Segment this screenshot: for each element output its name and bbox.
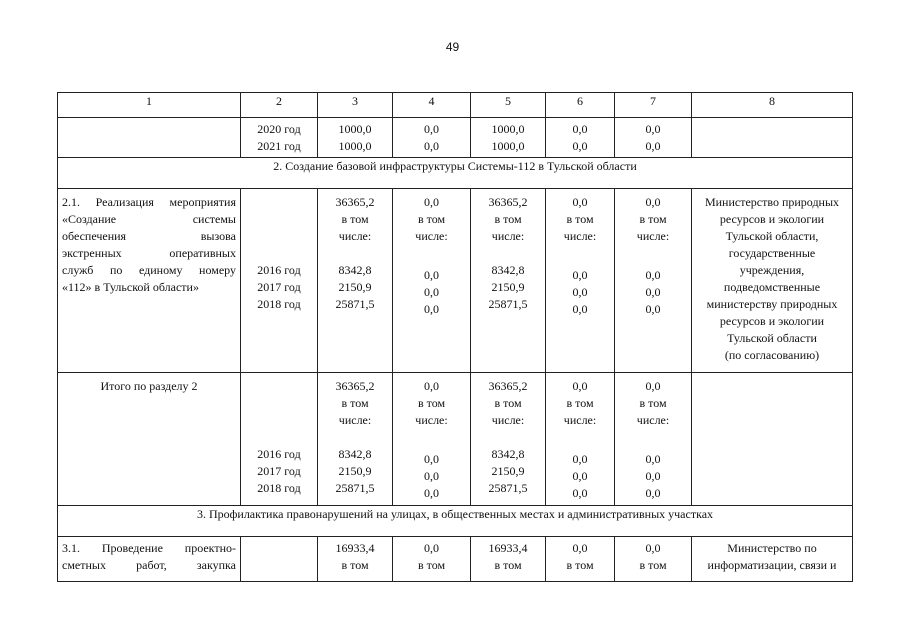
amount-value: 0,0 — [424, 302, 439, 316]
amount-value: в том — [341, 212, 369, 226]
table-row — [58, 373, 853, 506]
amount-value: 0,0 — [645, 122, 661, 136]
amount-value: 8342,8 — [491, 263, 525, 277]
year-value: 2016 год — [257, 263, 301, 277]
amount-value: в том — [566, 396, 594, 410]
amount-value: 0,0 — [645, 379, 661, 393]
header-cell: 1 — [58, 93, 241, 118]
amount-value: в том — [417, 212, 446, 226]
year-value: 2020 год — [257, 122, 301, 136]
amount-cell — [546, 118, 615, 158]
header-cell: 8 — [692, 93, 853, 118]
amount-value: 0,0 — [424, 379, 439, 393]
amount-value: 16933,4 — [488, 541, 528, 555]
table-row — [58, 189, 853, 373]
amount-cell — [615, 373, 692, 506]
amount-value: числе: — [415, 229, 448, 243]
amount-value: 0,0 — [572, 486, 588, 500]
amount-value: числе: — [636, 413, 670, 427]
executor-line: учреждения, — [739, 263, 805, 277]
year-value: 2018 год — [257, 297, 301, 311]
executor-line: Тульской области, — [725, 229, 819, 243]
year-value: 2018 год — [257, 481, 301, 495]
amount-value: 0,0 — [645, 302, 661, 316]
amount-value: в том — [494, 558, 522, 572]
amount-value: в том — [639, 212, 667, 226]
amount-value: 0,0 — [424, 469, 439, 483]
amount-value: в том — [494, 212, 522, 226]
executor-line: ресурсов и экологии — [719, 314, 825, 328]
amount-value: 0,0 — [424, 486, 439, 500]
header-cell: 6 — [546, 93, 615, 118]
amount-cell — [615, 189, 692, 373]
total-label: Итого по разделу 2 — [100, 379, 198, 393]
years-cell — [241, 537, 318, 582]
amount-value: 25871,5 — [488, 481, 528, 495]
amount-cell — [615, 118, 692, 158]
amount-value: 16933,4 — [335, 541, 375, 555]
executor-line: информатизации, связи и — [707, 558, 837, 572]
header-cell: 4 — [393, 93, 471, 118]
executor-cell — [692, 189, 853, 373]
description-line: 2.1. Реализация мероприятия — [62, 195, 236, 209]
amount-cell — [471, 373, 546, 506]
executor-line: государственные — [728, 246, 816, 260]
amount-cell — [471, 537, 546, 582]
amount-cell — [393, 118, 471, 158]
executor-line: (по согласованию) — [724, 348, 820, 362]
amount-value: в том — [341, 396, 369, 410]
amount-value: 2150,9 — [338, 280, 372, 294]
amount-value: в том — [341, 558, 369, 572]
executor-line: Министерство природных — [704, 195, 840, 209]
amount-value: числе: — [636, 229, 670, 243]
amount-value: в том — [417, 396, 446, 410]
header-cell: 3 — [318, 93, 393, 118]
amount-value: в том — [417, 558, 446, 572]
amount-cell — [471, 189, 546, 373]
description-line: обеспечения вызова — [62, 229, 236, 243]
years-cell — [241, 373, 318, 506]
executor-line: ресурсов и экологии — [719, 212, 825, 226]
amount-value: 0,0 — [424, 268, 439, 282]
amount-value: 0,0 — [645, 268, 661, 282]
header-cell: 2 — [241, 93, 318, 118]
amount-value: в том — [639, 396, 667, 410]
amount-cell — [393, 537, 471, 582]
table-row — [58, 537, 853, 582]
amount-value: 8342,8 — [338, 263, 372, 277]
amount-cell — [318, 118, 393, 158]
description-cell — [58, 189, 241, 373]
amount-value: 1000,0 — [491, 139, 525, 153]
amount-value: 0,0 — [424, 122, 439, 136]
header-cell: 5 — [471, 93, 546, 118]
amount-value: 0,0 — [572, 122, 588, 136]
amount-value: 0,0 — [645, 285, 661, 299]
description-line: «Создание системы — [62, 212, 236, 226]
amount-value: 0,0 — [645, 469, 661, 483]
amount-value: числе: — [338, 413, 372, 427]
amount-value: 0,0 — [645, 541, 661, 555]
executor-cell — [692, 118, 853, 158]
header-row — [58, 93, 853, 118]
amount-value: 0,0 — [645, 486, 661, 500]
program-table — [57, 92, 853, 582]
description-line: сметных работ, закупка — [62, 558, 236, 572]
amount-value: 36365,2 — [335, 379, 375, 393]
description-line: служб по единому номеру — [62, 263, 236, 277]
executor-cell — [692, 537, 853, 582]
amount-value: 0,0 — [572, 302, 588, 316]
amount-cell — [546, 537, 615, 582]
amount-cell — [615, 537, 692, 582]
amount-cell — [318, 537, 393, 582]
year-value: 2016 год — [257, 447, 301, 461]
years-cell — [241, 189, 318, 373]
amount-value: 8342,8 — [491, 447, 525, 461]
section-row — [58, 506, 853, 537]
year-value: 2017 год — [257, 280, 301, 294]
section-title: 3. Профилактика правонарушений на улицах, в общественных местах и административных участках — [58, 506, 853, 537]
amount-cell — [546, 373, 615, 506]
amount-value: 1000,0 — [338, 139, 372, 153]
amount-value: 25871,5 — [335, 297, 375, 311]
amount-value: 2150,9 — [491, 464, 525, 478]
amount-value: в том — [566, 212, 594, 226]
amount-value: 2150,9 — [338, 464, 372, 478]
executor-line: Тульской области — [727, 331, 817, 345]
amount-value: 0,0 — [572, 195, 588, 209]
description-cell — [58, 118, 241, 158]
amount-value: 0,0 — [645, 452, 661, 466]
amount-value: 0,0 — [572, 452, 588, 466]
amount-value: числе: — [338, 229, 372, 243]
year-value: 2021 год — [257, 139, 301, 153]
amount-value: 0,0 — [424, 285, 439, 299]
amount-value: числе: — [491, 413, 525, 427]
amount-value: 25871,5 — [335, 481, 375, 495]
amount-value: 36365,2 — [488, 195, 528, 209]
amount-cell — [393, 189, 471, 373]
amount-value: 0,0 — [572, 268, 588, 282]
executor-line: подведомственные — [723, 280, 821, 294]
amount-value: 0,0 — [572, 379, 588, 393]
amount-value: 0,0 — [572, 139, 588, 153]
amount-value: числе: — [491, 229, 525, 243]
amount-value: 0,0 — [572, 469, 588, 483]
amount-value: в том — [494, 396, 522, 410]
amount-value: 8342,8 — [338, 447, 372, 461]
amount-cell — [471, 118, 546, 158]
amount-cell — [393, 373, 471, 506]
amount-value: 0,0 — [424, 541, 439, 555]
amount-cell — [318, 189, 393, 373]
table-row — [58, 118, 853, 158]
description-line: экстренных оперативных — [62, 246, 236, 260]
amount-value: 0,0 — [572, 285, 588, 299]
amount-value: 36365,2 — [335, 195, 375, 209]
amount-value: в том — [639, 558, 667, 572]
amount-value: 25871,5 — [488, 297, 528, 311]
amount-value: 0,0 — [424, 195, 439, 209]
section-title: 2. Создание базовой инфраструктуры Системы-112 в Тульской области — [58, 158, 853, 189]
amount-value: 0,0 — [645, 195, 661, 209]
executor-line: Министерство по — [727, 541, 817, 555]
page-number: 49 — [445, 40, 460, 54]
description-cell — [58, 537, 241, 582]
executor-cell — [692, 373, 853, 506]
amount-value: 0,0 — [645, 139, 661, 153]
amount-value: в том — [566, 558, 594, 572]
description-line: 3.1. Проведение проектно- — [62, 541, 236, 555]
amount-value: 0,0 — [424, 452, 439, 466]
amount-value: числе: — [415, 413, 448, 427]
amount-value: 2150,9 — [491, 280, 525, 294]
executor-line: министерству природных — [706, 297, 838, 311]
amount-value: 0,0 — [424, 139, 439, 153]
amount-value: 1000,0 — [491, 122, 525, 136]
amount-value: числе: — [563, 413, 597, 427]
total-label-cell — [58, 373, 241, 506]
amount-value: числе: — [563, 229, 597, 243]
amount-cell — [546, 189, 615, 373]
section-row — [58, 158, 853, 189]
years-cell — [241, 118, 318, 158]
amount-value: 36365,2 — [488, 379, 528, 393]
amount-value: 0,0 — [572, 541, 588, 555]
header-cell: 7 — [615, 93, 692, 118]
description-line: «112» в Тульской области» — [62, 280, 199, 294]
amount-cell — [318, 373, 393, 506]
amount-value: 1000,0 — [338, 122, 372, 136]
year-value: 2017 год — [257, 464, 301, 478]
